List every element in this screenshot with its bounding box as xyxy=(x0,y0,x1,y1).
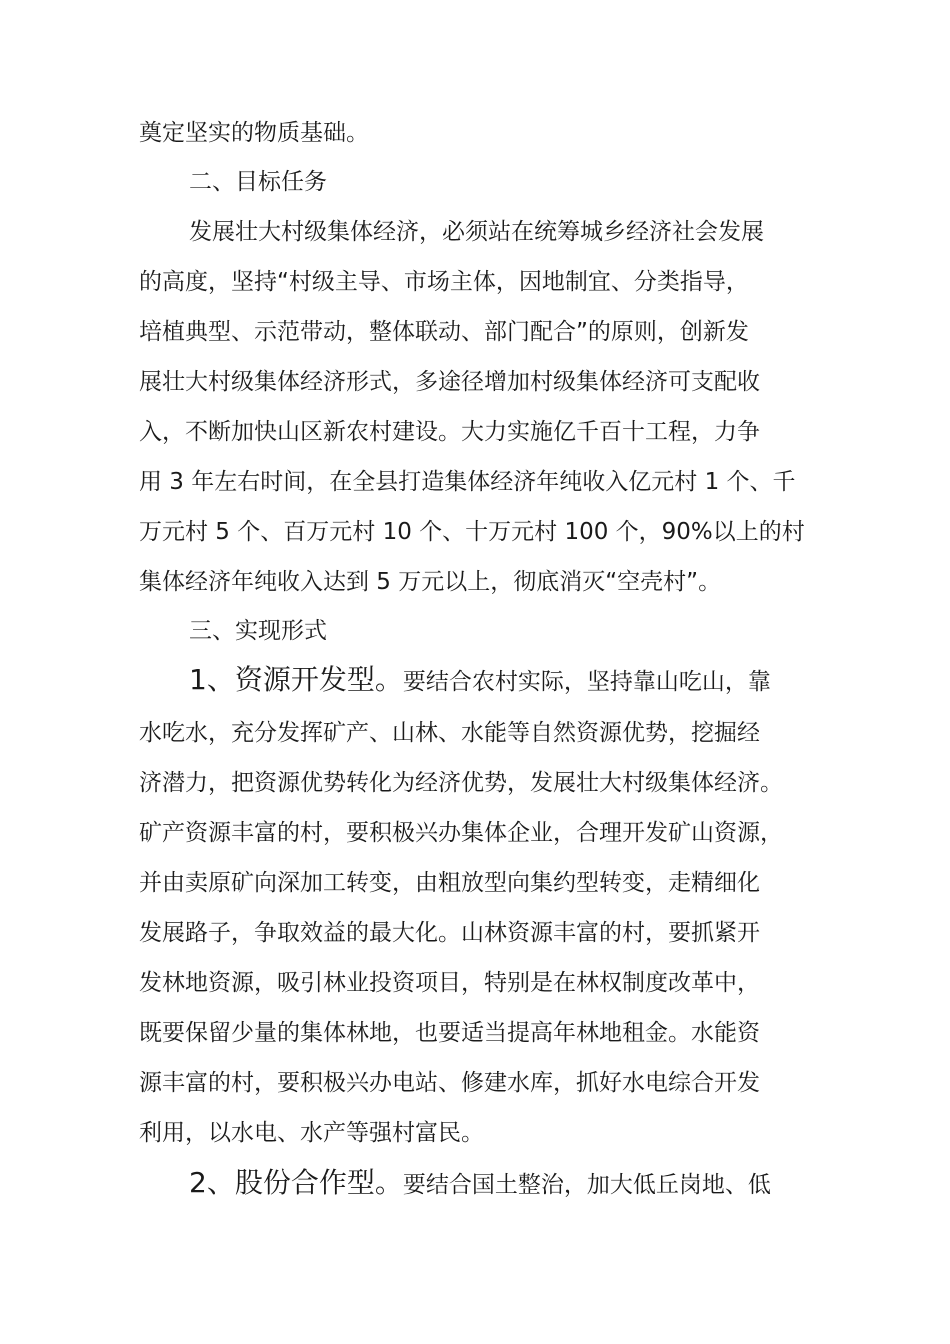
text-line: 发展路子，争取效益的最大化。山林资源丰富的村，要抓紧开 xyxy=(139,920,760,946)
text-line: 发展壮大村级集体经济，必须站在统筹城乡经济社会发展 xyxy=(189,219,764,245)
text-line: 展壮大村级集体经济形式，多途径增加村级集体经济可支配收 xyxy=(139,369,760,395)
paragraph-1-first-line xyxy=(189,664,889,698)
text-line: 发林地资源，吸引林业投资项目，特别是在林权制度改革中， xyxy=(139,970,760,996)
text-line: 水吃水，充分发挥矿产、山林、水能等自然资源优势，挖掘经 xyxy=(139,720,760,746)
paragraph-1-heading: 1、资源开发型。 xyxy=(189,663,403,696)
text-line: 奠定坚实的物质基础。 xyxy=(139,120,369,146)
text-line: 并由卖原矿向深加工转变，由粗放型向集约型转变，走精细化 xyxy=(139,870,760,896)
text-line: 用 3 年左右时间，在全县打造集体经济年纯收入亿元村 1 个、千 xyxy=(139,469,796,495)
paragraph-1-text: 要结合农村实际，坚持靠山吃山，靠 xyxy=(402,669,771,695)
section-heading-forms: 三、实现形式 xyxy=(189,618,327,644)
section-heading-goals: 二、目标任务 xyxy=(189,169,327,195)
text-line: 万元村 5 个、百万元村 10 个、十万元村 100 个，90%以上的村 xyxy=(139,519,805,545)
text-line: 入，不断加快山区新农村建设。大力实施亿千百十工程，力争 xyxy=(139,419,760,445)
text-line: 既要保留少量的集体林地，也要适当提高年林地租金。水能资 xyxy=(139,1020,760,1046)
text-line: 利用，以水电、水产等强村富民。 xyxy=(139,1120,484,1146)
text-line: 济潜力，把资源优势转化为经济优势，发展壮大村级集体经济。 xyxy=(139,770,783,796)
text-line: 培植典型、示范带动，整体联动、部门配合”的原则，创新发 xyxy=(139,319,749,345)
paragraph-2-text: 要结合国土整治，加大低丘岗地、低 xyxy=(402,1172,771,1198)
text-line: 的高度，坚持“村级主导、市场主体，因地制宜、分类指导， xyxy=(139,269,749,295)
text-line: 源丰富的村，要积极兴办电站、修建水库，抓好水电综合开发 xyxy=(139,1070,760,1096)
text-line: 矿产资源丰富的村，要积极兴办集体企业，合理开发矿山资源， xyxy=(139,820,783,846)
text-line: 集体经济年纯收入达到 5 万元以上，彻底消灭“空壳村”。 xyxy=(139,569,722,595)
paragraph-2-first-line xyxy=(189,1167,889,1201)
paragraph-2-heading: 2、股份合作型。 xyxy=(189,1166,403,1199)
